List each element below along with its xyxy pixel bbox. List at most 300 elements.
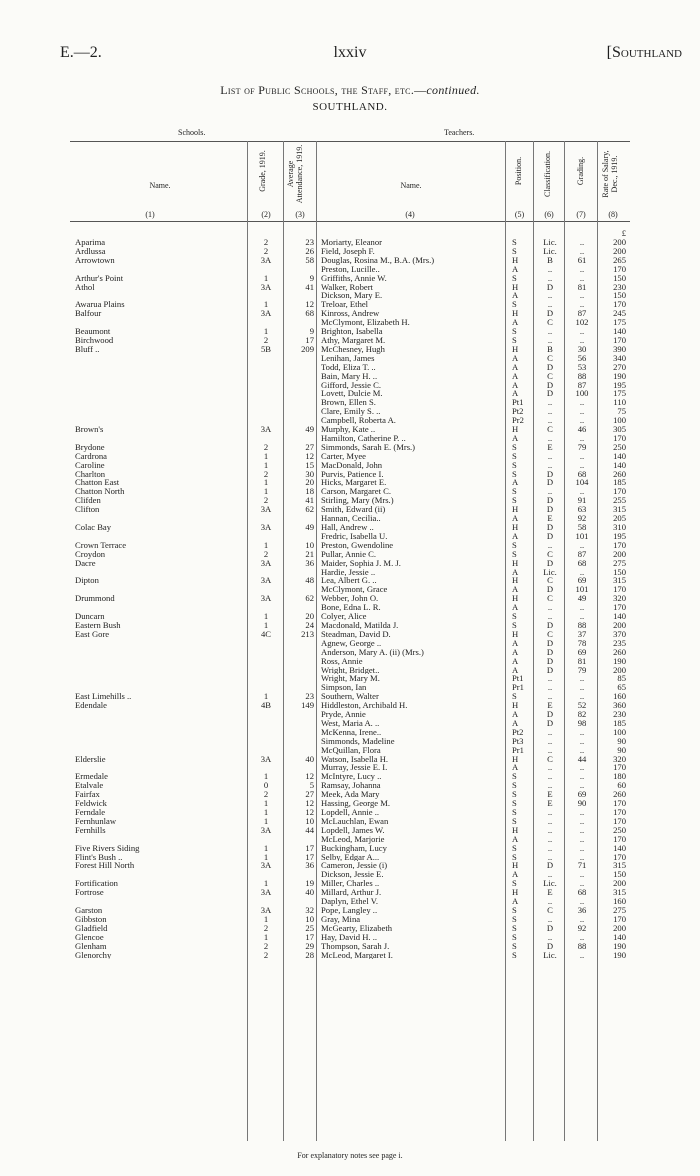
grade-cell: 2 — [263, 495, 269, 506]
position-cell: S — [512, 326, 517, 337]
grading-cell: 79 — [577, 441, 587, 452]
average-attendance-cell: 20 — [305, 477, 314, 488]
table-row — [0, 933, 700, 942]
position-cell: H — [512, 281, 519, 292]
average-attendance-cell: 17 — [305, 931, 314, 942]
school-name-cell: Fortrose — [75, 888, 104, 898]
grading-cell: .. — [579, 539, 585, 550]
table-row — [0, 398, 700, 407]
position-cell: S — [512, 245, 517, 256]
classification-cell: E — [547, 789, 553, 800]
teacher-name-cell: Athy, Margaret M. — [321, 335, 386, 345]
average-attendance-cell: 25 — [305, 922, 314, 933]
table-row — [0, 710, 700, 719]
position-cell: S — [512, 450, 517, 461]
table-row — [0, 291, 700, 300]
teacher-name-cell: Southern, Walter — [321, 692, 379, 702]
salary-cell: 140 — [613, 611, 626, 622]
grading-cell: 91 — [577, 495, 587, 506]
position-cell: A — [512, 602, 519, 613]
classification-cell: .. — [547, 326, 553, 337]
table-row — [0, 639, 700, 648]
table-row — [0, 532, 700, 541]
school-name-cell: Fernhills — [75, 825, 106, 835]
grading-cell: .. — [579, 815, 585, 826]
teacher-name-cell: Carter, Myee — [321, 451, 366, 461]
salary-cell: 200 — [613, 878, 626, 889]
teacher-name-cell: Walker, Robert — [321, 282, 373, 292]
school-name-cell: Eastern Bush — [75, 620, 121, 630]
salary-cell: 255 — [613, 495, 626, 506]
grade-cell: 1 — [263, 459, 269, 470]
school-name-cell: Birchwood — [75, 335, 114, 345]
position-cell: S — [512, 842, 517, 853]
teacher-name-cell: Daplyn, Ethel V. — [321, 897, 378, 906]
classification-cell: E — [547, 441, 553, 452]
classification-cell: C — [547, 548, 553, 559]
table-row — [0, 265, 700, 274]
salary-cell: 390 — [613, 343, 626, 354]
classification-cell: .. — [547, 815, 553, 826]
teacher-name-cell: McLeod, Marjorie — [321, 834, 385, 844]
grading-cell: .. — [579, 771, 585, 782]
average-attendance-cell: 30 — [305, 468, 314, 479]
grading-cell: 46 — [577, 424, 587, 435]
classification-cell: .. — [547, 896, 553, 907]
school-name-cell: Fernhunlaw — [75, 816, 117, 826]
table-row — [0, 808, 700, 817]
grade-cell: 2 — [263, 334, 269, 345]
grade-cell: 1 — [263, 272, 269, 283]
table-row — [0, 951, 700, 960]
table-row — [0, 755, 700, 764]
average-attendance-cell: 12 — [305, 299, 314, 310]
grading-header: Grading. — [576, 156, 585, 186]
salary-cell: 275 — [613, 904, 626, 915]
teacher-name-cell: Bain, Mary H. .. — [321, 371, 378, 381]
table-row — [0, 790, 700, 799]
classification-cell: C — [547, 352, 553, 363]
table-row — [0, 666, 700, 675]
grade-cell: 1 — [263, 539, 269, 550]
average-attendance-cell: 18 — [305, 486, 314, 497]
average-attendance-cell: 68 — [305, 308, 314, 319]
average-attendance-cell: 41 — [305, 495, 314, 506]
teacher-name-cell: Simpson, Ian — [321, 683, 367, 693]
classification-cell: D — [546, 646, 554, 657]
school-name-cell: Clifden — [75, 496, 101, 506]
classification-cell: Lic. — [543, 566, 557, 577]
classification-cell: B — [547, 254, 553, 265]
position-cell: A — [512, 477, 519, 488]
classification-cell: .. — [547, 869, 553, 880]
position-cell: H — [512, 308, 519, 319]
classification-cell: E — [547, 798, 553, 809]
position-cell: H — [512, 522, 519, 532]
teachers-group-header: Teachers. — [444, 128, 475, 137]
classification-cell: C — [547, 424, 553, 435]
salary-cell: 140 — [613, 842, 626, 853]
table-row — [0, 470, 700, 479]
classification-cell: .. — [547, 771, 553, 782]
position-cell: S — [512, 815, 517, 826]
average-attendance-cell: 49 — [305, 522, 314, 532]
table-row — [0, 354, 700, 363]
school-name-cell: Duncarn — [75, 612, 105, 621]
grade-cell: 1 — [263, 326, 269, 337]
salary-cell: 150 — [613, 272, 626, 283]
average-attendance-cell: 36 — [305, 860, 314, 871]
salary-cell: 185 — [613, 717, 626, 728]
salary-cell: 250 — [613, 441, 626, 452]
grading-cell: .. — [579, 726, 585, 737]
table-row — [0, 719, 700, 728]
grade-cell: 3A — [260, 593, 272, 604]
position-cell: Pt2 — [512, 726, 524, 737]
average-attendance-cell: 17 — [305, 851, 314, 862]
salary-cell: 200 — [613, 548, 626, 559]
table-row — [0, 612, 700, 621]
classification-cell: C — [547, 628, 553, 639]
grade-cell: 2 — [263, 940, 269, 951]
school-name-cell: Beaumont — [75, 327, 111, 336]
salary-cell: 320 — [613, 593, 626, 604]
teacher-name-cell: Webber, John O. — [321, 594, 379, 604]
school-name-cell: Arthur's Point — [75, 273, 124, 283]
classification-cell: D — [546, 468, 554, 479]
school-name-cell: Chatton East — [75, 478, 120, 488]
classification-cell: D — [546, 495, 554, 506]
classification-cell: D — [546, 477, 554, 488]
salary-cell: 190 — [613, 370, 626, 381]
position-cell: Pr1 — [512, 682, 524, 693]
salary-cell: 170 — [613, 833, 626, 844]
classification-cell: .. — [547, 682, 553, 693]
average-attendance-cell: 27 — [305, 441, 314, 452]
salary-cell: 315 — [613, 887, 626, 898]
position-cell: A — [512, 584, 519, 595]
teacher-name-cell: McChesney, Hugh — [321, 344, 385, 354]
position-cell: A — [512, 317, 519, 328]
teacher-name-cell: Hannan, Cecilia.. — [321, 514, 381, 524]
grading-cell: 92 — [577, 513, 587, 524]
classification-cell: .. — [547, 913, 553, 924]
teacher-name-cell: Hamilton, Catherine P. .. — [321, 433, 406, 443]
classification-cell: .. — [547, 602, 553, 613]
classification-cell: D — [546, 281, 554, 292]
classification-cell: D — [546, 530, 554, 541]
salary-cell: 160 — [613, 896, 626, 907]
position-cell: S — [512, 611, 517, 622]
grading-cell: 87 — [577, 308, 587, 319]
teacher-name-cell: Cameron, Jessie (i) — [321, 861, 388, 871]
teacher-name-cell: Thompson, Sarah J. — [321, 941, 390, 951]
teacher-name-cell: Lopdell, James W. — [321, 825, 385, 835]
classification-cell: .. — [547, 539, 553, 550]
school-name-cell: Gibbston — [75, 914, 107, 924]
average-attendance-cell: 36 — [305, 557, 314, 568]
salary-cell: 200 — [613, 245, 626, 256]
position-cell: Pt1 — [512, 673, 524, 684]
table-row — [0, 835, 700, 844]
classification-cell: .. — [547, 611, 553, 622]
grade-cell: 1 — [263, 299, 269, 310]
average-attendance-cell: 17 — [305, 842, 314, 853]
position-cell: Pt2 — [512, 406, 524, 417]
teacher-name-cell: Todd, Eliza T. .. — [321, 362, 376, 372]
table-row — [0, 425, 700, 434]
teacher-name-cell: Maider, Sophia J. M. J. — [321, 558, 401, 568]
grading-cell: .. — [579, 744, 585, 755]
teacher-name-cell: Purvis, Patience I. — [321, 469, 384, 479]
grade-cell: 1 — [263, 815, 269, 826]
table-row — [0, 416, 700, 425]
salary-cell: 185 — [613, 477, 626, 488]
table-row — [0, 746, 700, 755]
table-row — [0, 870, 700, 879]
table-row — [0, 630, 700, 639]
grade-cell: 1 — [263, 842, 269, 853]
teacher-name-cell: Watson, Isabella H. — [321, 754, 389, 764]
salary-cell: 370 — [613, 628, 626, 639]
position-cell: H — [512, 824, 519, 835]
salary-cell: 245 — [613, 308, 626, 319]
salary-cell: 110 — [613, 397, 626, 408]
average-attendance-cell: 49 — [305, 424, 314, 435]
position-cell: Pt3 — [512, 735, 524, 746]
grading-cell: .. — [579, 326, 585, 337]
grade-cell: 1 — [263, 798, 269, 809]
grading-cell: .. — [579, 611, 585, 622]
title-continued: continued. — [426, 83, 480, 97]
classification-cell: D — [546, 637, 554, 648]
classification-cell: C — [547, 753, 553, 764]
grade-cell: 3A — [260, 504, 272, 515]
classification-cell: D — [546, 522, 554, 532]
average-attendance-cell: 23 — [305, 237, 314, 247]
salary-cell: 260 — [613, 468, 626, 479]
grading-cell: 100 — [575, 388, 589, 399]
position-cell: A — [512, 896, 519, 907]
grading-cell: .. — [579, 290, 585, 301]
classification-cell: C — [547, 904, 553, 915]
table-row — [0, 434, 700, 443]
teacher-name-cell: Hardie, Jessie .. — [321, 567, 376, 577]
table-row — [0, 336, 700, 345]
salary-cell: 100 — [613, 415, 626, 426]
average-attendance-cell: 23 — [305, 691, 314, 702]
table-row — [0, 799, 700, 808]
teacher-name-cell: Hay, David H. .. — [321, 932, 378, 942]
grade-cell: 3A — [260, 575, 272, 586]
teacher-name-cell: West, Maria A. .. — [321, 718, 380, 728]
salary-cell: 230 — [613, 709, 626, 720]
table-row — [0, 888, 700, 897]
average-attendance-cell: 29 — [305, 940, 314, 951]
position-cell: A — [512, 388, 519, 399]
table-row — [0, 683, 700, 692]
classification-cell: .. — [547, 334, 553, 345]
salary-cell: 180 — [613, 771, 626, 782]
grade-cell: 1 — [263, 851, 269, 862]
col-number: (2) — [261, 210, 271, 219]
teacher-name-cell: McKenna, Irene.. — [321, 727, 382, 737]
classification-cell: D — [546, 584, 554, 595]
school-name-cell: Athol — [75, 282, 95, 292]
salary-cell: 315 — [613, 575, 626, 586]
teacher-name-cell: Murray, Jessie E. I. — [321, 763, 388, 773]
classification-cell: .. — [547, 459, 553, 470]
grading-cell: 36 — [577, 904, 587, 915]
classification-cell: .. — [547, 744, 553, 755]
table-row — [0, 826, 700, 835]
grading-cell: .. — [579, 245, 585, 256]
grading-cell: 88 — [577, 370, 587, 381]
grade-cell: 4C — [260, 628, 272, 639]
grade-cell: 1 — [263, 486, 269, 497]
teacher-name-cell: Fredric, Isabella U. — [321, 531, 388, 541]
average-attendance-cell: 20 — [305, 611, 314, 622]
table-row — [0, 505, 700, 514]
table-row — [0, 585, 700, 594]
salary-cell: 315 — [613, 860, 626, 871]
school-name-cell: Forest Hill North — [75, 861, 135, 871]
grading-cell: .. — [579, 762, 585, 773]
position-cell: A — [512, 361, 519, 372]
school-name-cell: Edendale — [75, 701, 107, 711]
salary-cell: 170 — [613, 299, 626, 310]
teacher-name-cell: Preston, Gwendoline — [321, 540, 394, 550]
position-cell: A — [512, 762, 519, 773]
grading-cell: .. — [579, 334, 585, 345]
classification-cell: .. — [547, 691, 553, 702]
teacher-name-cell: Pullar, Annie C. — [321, 549, 377, 559]
salary-cell: 100 — [613, 726, 626, 737]
table-row — [0, 452, 700, 461]
teacher-name-cell: Lovett, Dulcie M. — [321, 389, 383, 399]
grading-cell: .. — [579, 237, 585, 247]
teacher-name-cell: Hall, Andrew .. — [321, 523, 374, 532]
position-cell: S — [512, 878, 517, 889]
position-cell: H — [512, 628, 519, 639]
grading-cell: .. — [579, 682, 585, 693]
table-row — [0, 763, 700, 772]
classification-cell: .. — [547, 432, 553, 443]
grade-cell: 3A — [260, 522, 272, 532]
table-row — [0, 594, 700, 603]
salary-cell: 200 — [613, 619, 626, 630]
average-attendance-cell: 41 — [305, 281, 314, 292]
grading-cell: .. — [579, 842, 585, 853]
grading-cell: .. — [579, 272, 585, 283]
average-attendance-cell: 44 — [305, 824, 314, 835]
school-name-cell: Five Rivers Siding — [75, 843, 140, 853]
average-attendance-cell: 15 — [305, 459, 314, 470]
grade-cell: 3A — [260, 824, 272, 835]
classification-cell: Lic. — [543, 949, 557, 960]
salary-cell: 190 — [613, 940, 626, 951]
grading-cell: 87 — [577, 379, 587, 390]
table-row — [0, 327, 700, 336]
position-cell: A — [512, 869, 519, 880]
position-cell: A — [512, 530, 519, 541]
classification-cell: .. — [547, 726, 553, 737]
staff-table-body — [0, 238, 700, 959]
grading-cell: 68 — [577, 887, 587, 898]
salary-cell: 170 — [613, 263, 626, 274]
school-name-cell: Balfour — [75, 309, 102, 319]
grading-cell: 61 — [577, 254, 587, 265]
schools-group-header: Schools. — [178, 128, 206, 137]
table-row — [0, 523, 700, 532]
salary-cell: 200 — [613, 237, 626, 247]
teacher-name-cell: McClymont, Grace — [321, 585, 388, 595]
position-cell: A — [512, 379, 519, 390]
position-cell: H — [512, 343, 519, 354]
school-name-cell: Cardrona — [75, 451, 107, 461]
footnote: For explanatory notes see page i. — [297, 1151, 403, 1160]
average-attendance-cell: 10 — [305, 815, 314, 826]
classification-cell: D — [546, 504, 554, 515]
salary-cell: 235 — [613, 637, 626, 648]
classification-cell: .. — [547, 406, 553, 417]
teacher-name-cell: Dickson, Mary E. — [321, 291, 383, 301]
salary-cell: 195 — [613, 379, 626, 390]
col-number: (1) — [145, 210, 155, 219]
salary-cell: 175 — [613, 388, 626, 399]
salary-cell: 260 — [613, 646, 626, 657]
position-cell: S — [512, 922, 517, 933]
school-name-cell: East Gore — [75, 629, 110, 639]
school-name-cell: Gladfield — [75, 923, 108, 933]
teacher-name-cell: Simmonds, Sarah E. (Mrs.) — [321, 442, 416, 452]
position-cell: S — [512, 468, 517, 479]
salary-cell: 175 — [613, 317, 626, 328]
table-row — [0, 737, 700, 746]
grading-cell: .. — [579, 931, 585, 942]
table-row — [0, 915, 700, 924]
grade-header: Grade, 1919. — [258, 150, 267, 192]
classification-cell: B — [547, 343, 553, 354]
salary-cell: 75 — [617, 406, 626, 417]
teacher-name-cell: Hassing, George M. — [321, 799, 391, 809]
salary-cell: 305 — [613, 424, 626, 435]
teacher-name-cell: MacDonald, John — [321, 460, 383, 470]
salary-cell: 170 — [613, 584, 626, 595]
position-cell: S — [512, 619, 517, 630]
report-code: E.—2. — [60, 44, 102, 61]
average-attendance-cell: 10 — [305, 913, 314, 924]
salary-cell: 190 — [613, 655, 626, 666]
grading-cell: .. — [579, 780, 585, 791]
position-header: Position. — [514, 156, 523, 186]
classification-cell: Lic. — [543, 237, 557, 247]
header-bottom-rule — [70, 221, 630, 222]
grading-cell: .. — [579, 397, 585, 408]
teacher-name-cell: Lea, Albert G. .. — [321, 576, 377, 586]
teacher-name-cell: Stirling, Mary (Mrs.) — [321, 496, 394, 506]
salary-cell: 250 — [613, 824, 626, 835]
position-cell: S — [512, 495, 517, 506]
grade-cell: 3A — [260, 887, 272, 898]
school-name-cell: Feldwick — [75, 799, 107, 809]
teacher-name-cell: Colyer, Alice — [321, 612, 367, 621]
salary-cell: 170 — [613, 432, 626, 443]
school-name-cell: Glenham — [75, 941, 107, 951]
school-name-cell: Croydon — [75, 549, 106, 559]
salary-cell: 170 — [613, 807, 626, 817]
position-cell: A — [512, 432, 519, 443]
